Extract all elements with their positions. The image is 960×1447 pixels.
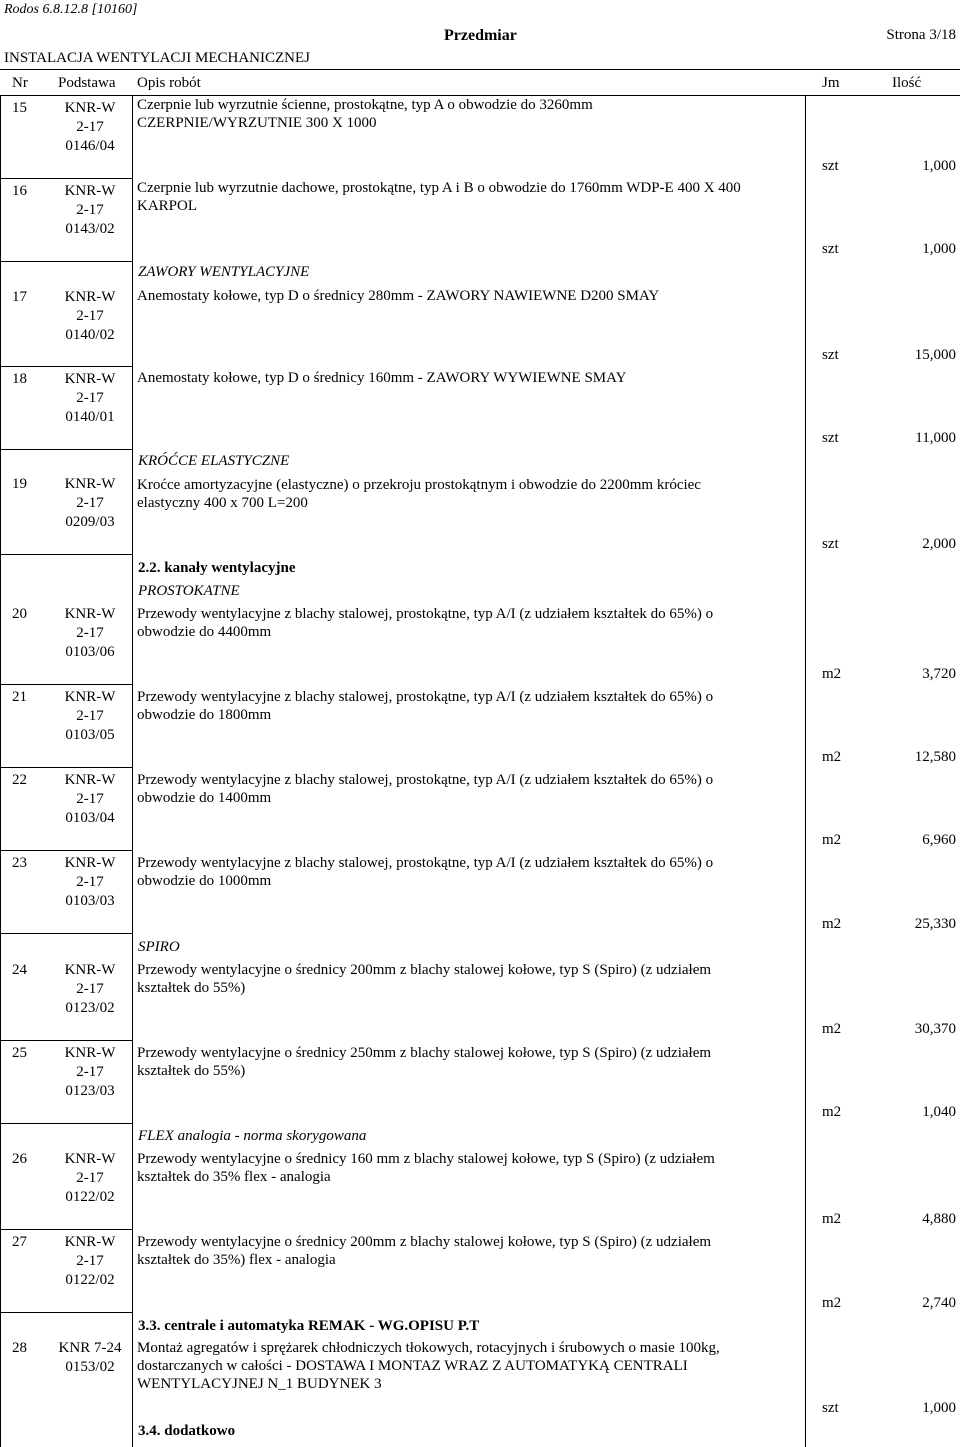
row-number: 26 (12, 1151, 27, 1167)
header-bottom-border (0, 95, 960, 96)
row-quantity: 1,000 (922, 1400, 956, 1416)
row-separator (0, 449, 132, 450)
row-description: kształtek do 35%) flex - analogia (137, 1252, 336, 1268)
column-opis: Opis robót (137, 75, 201, 91)
row-unit: szt (822, 241, 839, 257)
section-label-zawory: ZAWORY WENTYLACYJNE (138, 264, 310, 280)
row-number: 19 (12, 476, 27, 492)
row-unit: m2 (822, 832, 842, 848)
row-basis-code: 0122/02 (65, 1272, 115, 1288)
row-basis-code: 2-17 (76, 1064, 104, 1080)
row-description: Anemostaty kołowe, typ D o średnicy 160mm - ZAWORY WYWIEWNE SMAY (137, 370, 627, 386)
row-unit: m2 (822, 1021, 842, 1037)
row-separator (0, 554, 132, 555)
row-basis-code: 0146/04 (65, 138, 115, 154)
section-label-kanaly: 2.2. kanały wentylacyjne (138, 560, 296, 576)
row-basis-code: 2-17 (76, 308, 104, 324)
row-unit: szt (822, 1400, 839, 1416)
row-separator (0, 850, 132, 851)
document-title: Przedmiar (444, 27, 517, 44)
table-left-border (0, 95, 1, 1447)
section-label-centrale: 3.3. centrale i automatyka REMAK - WG.OPISU P.T (138, 1318, 480, 1334)
row-basis-code: KNR-W (64, 772, 116, 788)
row-basis-code: 0140/01 (65, 409, 115, 425)
section-label-krocce: KRÓĆCE ELASTYCZNE (138, 453, 290, 469)
row-unit: m2 (822, 666, 842, 682)
row-number: 22 (12, 772, 27, 788)
row-description: obwodzie do 1800mm (137, 707, 272, 723)
row-separator (0, 178, 132, 179)
row-basis-code: 2-17 (76, 625, 104, 641)
row-basis-code: KNR-W (64, 1045, 116, 1061)
header-top-border (0, 69, 960, 70)
page-number: Strona 3/18 (886, 27, 956, 43)
row-number: 25 (12, 1045, 27, 1061)
row-basis-code: 0103/03 (65, 893, 115, 909)
column-ilosc: Ilość (892, 75, 922, 91)
row-description: Przewody wentylacyjne o średnicy 250mm z blachy stalowej kołowe, typ S (Spiro) (z udziałem (137, 1045, 712, 1061)
row-unit: szt (822, 158, 839, 174)
row-basis-code: KNR-W (64, 855, 116, 871)
row-quantity: 3,720 (922, 666, 956, 682)
row-basis-code: 2-17 (76, 1253, 104, 1269)
row-unit: m2 (822, 749, 842, 765)
row-description: Czerpnie lub wyrzutnie dachowe, prostokątne, typ A i B o obwodzie do 1760mm WDP-E 400 X 400 (137, 180, 741, 196)
row-description: CZERPNIE/WYRZUTNIE 300 X 1000 (137, 115, 377, 131)
row-number: 17 (12, 289, 27, 305)
row-description: Przewody wentylacyjne o średnicy 200mm z blachy stalowej kołowe, typ S (Spiro) (z udziałem (137, 1234, 712, 1250)
column-jm: Jm (822, 75, 840, 91)
column-divider-left (132, 95, 133, 1447)
row-description: Kroćce amortyzacyjne (elastyczne) o przekroju prostokątnym i obwodzie do 2200mm króciec (137, 477, 701, 493)
row-number: 15 (12, 100, 27, 116)
row-basis-code: KNR-W (64, 1151, 116, 1167)
row-basis-code: 0103/05 (65, 727, 115, 743)
software-version: Rodos 6.8.12.8 [10160] (4, 2, 138, 17)
row-quantity: 1,000 (922, 158, 956, 174)
row-unit: szt (822, 347, 839, 363)
row-basis-code: 0140/02 (65, 327, 115, 343)
row-quantity: 1,000 (922, 241, 956, 257)
row-description: kształtek do 55%) (137, 980, 246, 996)
row-basis-code: 2-17 (76, 1170, 104, 1186)
row-description: KARPOL (137, 198, 198, 214)
row-basis-code: 2-17 (76, 390, 104, 406)
row-unit: szt (822, 430, 839, 446)
row-basis-code: KNR-W (64, 962, 116, 978)
row-basis-code: KNR-W (64, 371, 116, 387)
section-label-flex: FLEX analogia - norma skorygowana (138, 1128, 367, 1144)
row-basis-code: 0122/02 (65, 1189, 115, 1205)
row-quantity: 6,960 (922, 832, 956, 848)
section-label-spiro: SPIRO (138, 939, 180, 955)
section-label-prostokatne: PROSTOKATNE (138, 583, 240, 599)
row-description: elastyczny 400 x 700 L=200 (137, 495, 308, 511)
row-description: obwodzie do 1400mm (137, 790, 272, 806)
row-separator (0, 366, 132, 367)
row-basis-code: KNR-W (64, 100, 116, 116)
row-number: 23 (12, 855, 27, 871)
row-separator (0, 1123, 132, 1124)
row-unit: m2 (822, 1104, 842, 1120)
row-description: dostarczanych w całości - DOSTAWA I MONTAZ WRAZ Z AUTOMATYKĄ CENTRALI (137, 1358, 688, 1374)
row-basis-code: 2-17 (76, 874, 104, 890)
row-quantity: 2,000 (922, 536, 956, 552)
row-basis-code: 0143/02 (65, 221, 115, 237)
row-unit: m2 (822, 1211, 842, 1227)
row-description: obwodzie do 1000mm (137, 873, 272, 889)
row-number: 21 (12, 689, 27, 705)
section-label-dodatkowo: 3.4. dodatkowo (138, 1423, 236, 1439)
row-description: Montaż agregatów i sprężarek chłodniczych tłokowych, rotacyjnych i śrubowych o masie 100kg, (137, 1340, 720, 1356)
row-basis-code: 2-17 (76, 202, 104, 218)
row-basis-code: KNR 7-24 (58, 1340, 122, 1356)
row-quantity: 11,000 (915, 430, 956, 446)
row-quantity: 2,740 (922, 1295, 956, 1311)
row-description: Przewody wentylacyjne z blachy stalowej, prostokątne, typ A/I (z udziałem kształtek do 65%) o (137, 606, 714, 622)
row-basis-code: 0153/02 (65, 1359, 115, 1375)
row-basis-code: KNR-W (64, 689, 116, 705)
row-description: Anemostaty kołowe, typ D o średnicy 280mm - ZAWORY NAWIEWNE D200 SMAY (137, 288, 660, 304)
row-basis-code: KNR-W (64, 476, 116, 492)
row-separator (0, 1312, 132, 1313)
row-basis-code: 0123/02 (65, 1000, 115, 1016)
row-basis-code: 0209/03 (65, 514, 115, 530)
row-description: Przewody wentylacyjne o średnicy 200mm z blachy stalowej kołowe, typ S (Spiro) (z udziałem (137, 962, 712, 978)
row-basis-code: 2-17 (76, 981, 104, 997)
row-basis-code: KNR-W (64, 289, 116, 305)
row-description: Przewody wentylacyjne o średnicy 160 mm z blachy stalowej kołowe, typ S (Spiro) (z udziałem (137, 1151, 715, 1167)
row-basis-code: 0103/06 (65, 644, 115, 660)
row-quantity: 1,040 (922, 1104, 956, 1120)
column-divider-right (805, 95, 806, 1447)
row-quantity: 12,580 (914, 749, 956, 765)
row-number: 20 (12, 606, 27, 622)
row-number: 27 (12, 1234, 27, 1250)
row-separator (0, 684, 132, 685)
row-unit: szt (822, 536, 839, 552)
column-podstawa: Podstawa (58, 75, 116, 91)
row-basis-code: 2-17 (76, 119, 104, 135)
row-unit: m2 (822, 1295, 842, 1311)
column-nr: Nr (12, 75, 28, 91)
row-number: 28 (12, 1340, 27, 1356)
row-description: kształtek do 35% flex - analogia (137, 1169, 331, 1185)
row-number: 16 (12, 183, 27, 199)
row-separator (0, 1229, 132, 1230)
row-quantity: 4,880 (922, 1211, 956, 1227)
row-basis-code: 0103/04 (65, 810, 115, 826)
row-separator (0, 933, 132, 934)
row-separator (0, 1040, 132, 1041)
row-unit: m2 (822, 916, 842, 932)
row-description: WENTYLACYJNEJ N_1 BUDYNEK 3 (137, 1376, 382, 1392)
row-description: kształtek do 55%) (137, 1063, 246, 1079)
row-quantity: 15,000 (914, 347, 956, 363)
row-separator (0, 767, 132, 768)
row-description: obwodzie do 4400mm (137, 624, 272, 640)
row-basis-code: 0123/03 (65, 1083, 115, 1099)
row-number: 24 (12, 962, 27, 978)
row-basis-code: KNR-W (64, 183, 116, 199)
section-title: INSTALACJA WENTYLACJI MECHANICZNEJ (4, 50, 311, 66)
row-basis-code: 2-17 (76, 495, 104, 511)
row-basis-code: KNR-W (64, 1234, 116, 1250)
row-separator (0, 261, 132, 262)
row-description: Przewody wentylacyjne z blachy stalowej, prostokątne, typ A/I (z udziałem kształtek do 65%) o (137, 689, 714, 705)
row-basis-code: 2-17 (76, 791, 104, 807)
row-description: Przewody wentylacyjne z blachy stalowej, prostokątne, typ A/I (z udziałem kształtek do 65%) o (137, 772, 714, 788)
row-number: 18 (12, 371, 27, 387)
row-quantity: 30,370 (914, 1021, 956, 1037)
row-quantity: 25,330 (914, 916, 956, 932)
row-basis-code: KNR-W (64, 606, 116, 622)
row-basis-code: 2-17 (76, 708, 104, 724)
row-description: Czerpnie lub wyrzutnie ścienne, prostokątne, typ A o obwodzie do 3260mm (137, 97, 593, 113)
row-description: Przewody wentylacyjne z blachy stalowej, prostokątne, typ A/I (z udziałem kształtek do 65%) o (137, 855, 714, 871)
